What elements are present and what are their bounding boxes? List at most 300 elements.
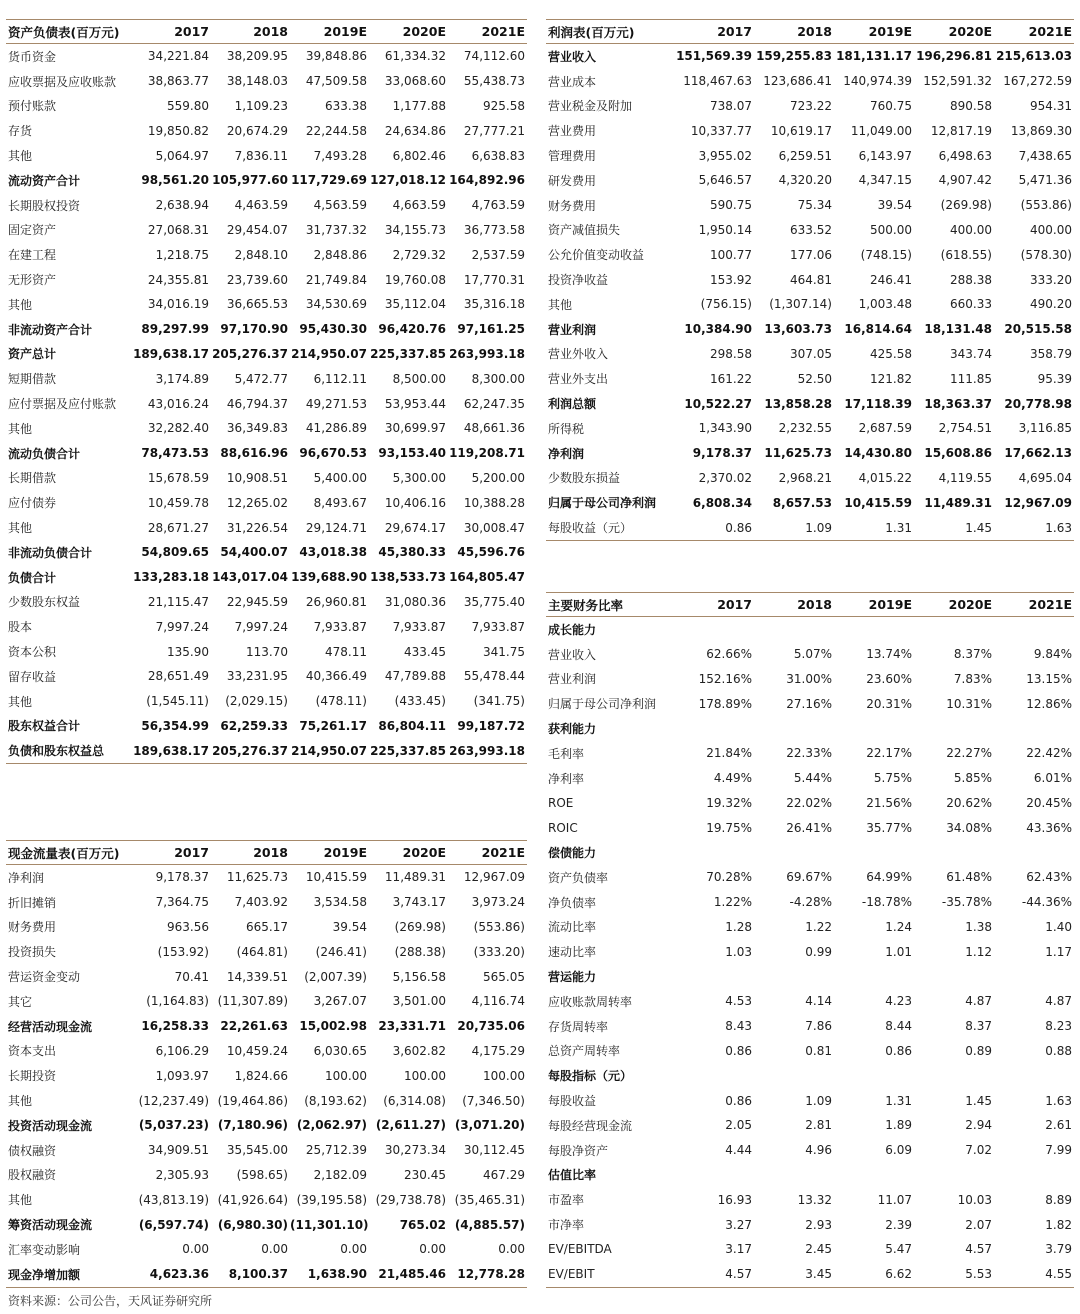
column-header: 2019E bbox=[290, 20, 369, 44]
cell-value: 23,331.71 bbox=[378, 1019, 446, 1034]
row-label: 所得税 bbox=[548, 421, 585, 436]
row-label: 资本公积 bbox=[8, 645, 57, 660]
cell-value: 16,258.33 bbox=[141, 1019, 209, 1034]
cell-value: 1.63 bbox=[1045, 1093, 1072, 1108]
cell-value: 96,670.53 bbox=[299, 446, 367, 461]
row-label: 少数股东损益 bbox=[548, 471, 621, 486]
cell-value: 17,770.31 bbox=[463, 272, 525, 287]
column-header: 2019E bbox=[290, 841, 369, 865]
row-label: 资产总计 bbox=[8, 347, 57, 362]
cell-value: 70.41 bbox=[174, 969, 209, 984]
cell-value: 22.17% bbox=[866, 746, 912, 761]
table-row bbox=[546, 1187, 1074, 1212]
cell-value: 26,960.81 bbox=[305, 594, 367, 609]
row-label: 营业收入 bbox=[548, 49, 597, 64]
cell-value: 5.47 bbox=[885, 1242, 912, 1257]
row-label: 其他 bbox=[8, 149, 33, 164]
cell-value bbox=[674, 1163, 754, 1188]
cell-value: 4,463.59 bbox=[234, 198, 288, 213]
cell-value: 25,712.39 bbox=[305, 1143, 367, 1158]
cell-value: 8,657.53 bbox=[772, 495, 832, 510]
cell-value: 10,459.78 bbox=[147, 495, 209, 510]
cell-value: 205,276.37 bbox=[211, 738, 290, 763]
row-label: 其他 bbox=[8, 521, 33, 536]
row-label: 其他 bbox=[8, 1094, 33, 1109]
cell-value: 5,400.00 bbox=[313, 470, 367, 485]
cell-value: 7,997.24 bbox=[155, 619, 209, 634]
cell-value: 105,977.60 bbox=[212, 173, 288, 188]
cell-value: 5.07% bbox=[793, 647, 832, 662]
cell-value: 1,950.14 bbox=[698, 222, 752, 237]
cell-value: 52.50 bbox=[797, 371, 832, 386]
table-row bbox=[6, 515, 527, 540]
cell-value: 1.12 bbox=[965, 944, 992, 959]
cell-value: (7,346.50) bbox=[462, 1093, 525, 1108]
row-label: 财务费用 bbox=[8, 920, 57, 935]
table-row bbox=[6, 193, 527, 218]
table-row bbox=[6, 964, 527, 989]
table-row bbox=[6, 1237, 527, 1262]
row-label: 资产减值损失 bbox=[548, 223, 621, 238]
cell-value: 45,380.33 bbox=[378, 545, 446, 560]
table-row bbox=[6, 590, 527, 615]
cell-value: (2,611.27) bbox=[375, 1118, 446, 1133]
cell-value: 27,068.31 bbox=[147, 222, 209, 237]
cell-value: 18,363.37 bbox=[924, 396, 992, 411]
table-row bbox=[546, 890, 1074, 915]
cell-value: 32,282.40 bbox=[147, 421, 209, 436]
cell-value: 34,221.84 bbox=[147, 49, 209, 64]
table-row bbox=[546, 490, 1074, 515]
row-label: 股权融资 bbox=[8, 1168, 57, 1183]
cell-value: (341.75) bbox=[473, 694, 525, 709]
cell-value: 1.09 bbox=[754, 515, 834, 540]
table-row bbox=[546, 1138, 1074, 1163]
cell-value: (8,193.62) bbox=[304, 1093, 367, 1108]
cell-value: 143,017.04 bbox=[212, 570, 288, 585]
table-row bbox=[6, 267, 527, 292]
cell-value: 4,907.42 bbox=[938, 173, 992, 188]
cell-value: 30,008.47 bbox=[463, 520, 525, 535]
cell-value: 135.90 bbox=[167, 644, 209, 659]
row-label: 长期借款 bbox=[8, 471, 57, 486]
column-header: 2021E bbox=[448, 841, 527, 865]
financial-ratios-table bbox=[546, 592, 1074, 1288]
cell-value: 31,080.36 bbox=[384, 594, 446, 609]
row-label: 每股净资产 bbox=[548, 1143, 609, 1158]
row-label: 投资净收益 bbox=[548, 273, 609, 288]
table-title: 现金流量表(百万元) bbox=[6, 841, 132, 865]
cell-value: 2.94 bbox=[965, 1118, 992, 1133]
cell-value bbox=[674, 716, 754, 741]
cell-value: 33,231.95 bbox=[226, 669, 288, 684]
section-header-row bbox=[546, 617, 1074, 642]
cell-value: 61.48% bbox=[946, 870, 992, 885]
table-header-row bbox=[6, 841, 527, 865]
cell-value: (756.15) bbox=[700, 297, 752, 312]
cell-value: 6,143.97 bbox=[858, 148, 912, 163]
row-label: 资本支出 bbox=[8, 1044, 57, 1059]
row-label: 存货周转率 bbox=[548, 1019, 609, 1034]
cell-value: 17,118.39 bbox=[844, 396, 912, 411]
cell-value: 22,261.63 bbox=[220, 1019, 288, 1034]
cell-value: 333.20 bbox=[1030, 272, 1072, 287]
cell-value: 1.63 bbox=[994, 515, 1074, 540]
cell-value: 400.00 bbox=[1030, 222, 1072, 237]
cell-value: 21,115.47 bbox=[147, 594, 209, 609]
cell-value: (618.55) bbox=[940, 247, 992, 262]
cell-value: 121.82 bbox=[870, 371, 912, 386]
cell-value: (11,301.10) bbox=[290, 1217, 369, 1232]
cell-value: 12,778.28 bbox=[448, 1262, 527, 1287]
cell-value: 15,608.86 bbox=[924, 446, 992, 461]
cell-value: 10,619.17 bbox=[770, 123, 832, 138]
cell-value: 10,415.59 bbox=[844, 495, 912, 510]
column-header: 2020E bbox=[369, 20, 448, 44]
cell-value: 16,814.64 bbox=[844, 322, 912, 337]
cell-value: 8.23 bbox=[1045, 1019, 1072, 1034]
cell-value: 1.01 bbox=[885, 944, 912, 959]
row-label: 归属于母公司净利润 bbox=[548, 697, 657, 712]
cell-value: 7.99 bbox=[1045, 1143, 1072, 1158]
cell-value: 7,933.87 bbox=[392, 619, 446, 634]
cell-value: 3,743.17 bbox=[392, 895, 446, 910]
table-row bbox=[546, 143, 1074, 168]
row-label: 汇率变动影响 bbox=[8, 1242, 81, 1257]
row-label: 股本 bbox=[8, 620, 33, 635]
cell-value: 665.17 bbox=[246, 919, 288, 934]
row-label: 市净率 bbox=[548, 1218, 585, 1233]
section-header-row bbox=[546, 1063, 1074, 1088]
cell-value: 5.85% bbox=[953, 771, 992, 786]
cell-value: 4,563.59 bbox=[313, 198, 367, 213]
cell-value: 230.45 bbox=[404, 1167, 446, 1182]
row-label: 营业利润 bbox=[548, 672, 597, 687]
cell-value: 925.58 bbox=[483, 98, 525, 113]
cell-value: 54,809.65 bbox=[141, 545, 209, 560]
cell-value: 78,473.53 bbox=[141, 446, 209, 461]
cell-value: 138,533.73 bbox=[370, 570, 446, 585]
cell-value: 45,596.76 bbox=[457, 545, 525, 560]
cell-value: (2,062.97) bbox=[296, 1118, 367, 1133]
balance-sheet-table bbox=[6, 19, 527, 764]
row-label: 利润总额 bbox=[548, 397, 597, 412]
row-label: ROIC bbox=[548, 820, 578, 835]
cell-value: 0.00 bbox=[498, 1242, 525, 1257]
cell-value: 1,109.23 bbox=[234, 98, 288, 113]
cell-value: 31,737.32 bbox=[305, 222, 367, 237]
cell-value: 3,116.85 bbox=[1018, 421, 1072, 436]
cell-value: 500.00 bbox=[870, 222, 912, 237]
cell-value: 490.20 bbox=[1030, 297, 1072, 312]
cell-value: 21.84% bbox=[706, 746, 752, 761]
table-row bbox=[546, 366, 1074, 391]
cell-value: 5.75% bbox=[873, 771, 912, 786]
cell-value: 17,662.13 bbox=[1004, 446, 1072, 461]
cell-value: 11,489.31 bbox=[924, 495, 992, 510]
table-row bbox=[6, 1113, 527, 1138]
cell-value: 633.52 bbox=[790, 222, 832, 237]
cell-value: 4,695.04 bbox=[1018, 470, 1072, 485]
cell-value: 723.22 bbox=[790, 98, 832, 113]
cell-value: 39.54 bbox=[332, 919, 367, 934]
cell-value: 0.99 bbox=[805, 944, 832, 959]
table-row bbox=[546, 915, 1074, 940]
row-label: 长期股权投资 bbox=[8, 198, 81, 213]
cell-value: 11,625.73 bbox=[226, 870, 288, 885]
cell-value: 20.31% bbox=[866, 696, 912, 711]
cell-value: (288.38) bbox=[394, 944, 446, 959]
table-header-row bbox=[546, 20, 1074, 44]
cell-value bbox=[754, 1063, 834, 1088]
row-label: 每股经营现金流 bbox=[548, 1118, 633, 1133]
cell-value: 1,093.97 bbox=[155, 1068, 209, 1083]
table-title: 资产负债表(百万元) bbox=[6, 20, 132, 44]
cell-value: 20,735.06 bbox=[457, 1019, 525, 1034]
row-label: 财务费用 bbox=[548, 198, 597, 213]
row-label: 其他 bbox=[8, 297, 33, 312]
table-row bbox=[546, 1039, 1074, 1064]
row-label: 营业税金及附加 bbox=[548, 99, 633, 114]
cell-value: 7.02 bbox=[965, 1143, 992, 1158]
table-row bbox=[546, 118, 1074, 143]
row-label: 营业利润 bbox=[548, 322, 597, 337]
cell-value bbox=[994, 617, 1074, 642]
cell-value: (269.98) bbox=[394, 919, 446, 934]
cell-value: 7,438.65 bbox=[1018, 148, 1072, 163]
cell-value: 0.86 bbox=[725, 1093, 752, 1108]
cell-value: 34,909.51 bbox=[147, 1143, 209, 1158]
cell-value: 8,100.37 bbox=[211, 1262, 290, 1287]
cell-value: 119,208.71 bbox=[449, 446, 525, 461]
cell-value: 954.31 bbox=[1030, 98, 1072, 113]
column-header: 2021E bbox=[994, 593, 1074, 617]
cell-value: 214,950.07 bbox=[291, 346, 367, 361]
cell-value: 12,817.19 bbox=[930, 123, 992, 138]
cell-value: 47,789.88 bbox=[384, 669, 446, 684]
table-row bbox=[546, 667, 1074, 692]
cell-value: 425.58 bbox=[870, 346, 912, 361]
table-row bbox=[546, 939, 1074, 964]
table-row bbox=[546, 193, 1074, 218]
cell-value: 47,509.58 bbox=[305, 74, 367, 89]
row-label: 投资损失 bbox=[8, 945, 57, 960]
cell-value: 22,945.59 bbox=[226, 594, 288, 609]
cell-value: 31.00% bbox=[786, 671, 832, 686]
cell-value: 100.00 bbox=[325, 1068, 367, 1083]
cell-value: 6,030.65 bbox=[313, 1043, 367, 1058]
cell-value: 12,967.09 bbox=[463, 870, 525, 885]
row-label: 净负债率 bbox=[548, 895, 597, 910]
column-header: 2018 bbox=[211, 20, 290, 44]
cell-value: 26.41% bbox=[786, 820, 832, 835]
cell-value: 7,933.87 bbox=[313, 619, 367, 634]
cell-value: 9,178.37 bbox=[155, 870, 209, 885]
cell-value bbox=[834, 1063, 914, 1088]
column-header: 2020E bbox=[914, 20, 994, 44]
cell-value: 30,273.34 bbox=[384, 1143, 446, 1158]
table-row bbox=[546, 94, 1074, 119]
cell-value: 8,493.67 bbox=[313, 495, 367, 510]
cell-value: 4.44 bbox=[725, 1143, 752, 1158]
cell-value: 0.00 bbox=[340, 1242, 367, 1257]
cell-value: 35,775.40 bbox=[463, 594, 525, 609]
cell-value: 9.84% bbox=[1033, 647, 1072, 662]
cell-value: 1,218.75 bbox=[155, 247, 209, 262]
cell-value: 95.39 bbox=[1037, 371, 1072, 386]
cell-value: 54,400.07 bbox=[220, 545, 288, 560]
cell-value: 4,015.22 bbox=[858, 470, 912, 485]
table-row bbox=[6, 490, 527, 515]
cell-value: 8.37 bbox=[965, 1019, 992, 1034]
cell-value bbox=[834, 617, 914, 642]
cell-value: 4,320.20 bbox=[778, 173, 832, 188]
cell-value: 167,272.59 bbox=[1003, 74, 1072, 89]
cell-value: 11,489.31 bbox=[384, 870, 446, 885]
cell-value: 20,674.29 bbox=[226, 123, 288, 138]
cell-value: (43,813.19) bbox=[138, 1192, 209, 1207]
cell-value: 765.02 bbox=[399, 1217, 446, 1232]
cell-value: 35,112.04 bbox=[384, 297, 446, 312]
table-row bbox=[6, 664, 527, 689]
cell-value: 95,430.30 bbox=[299, 322, 367, 337]
cell-value: 4.87 bbox=[965, 994, 992, 1009]
cell-value: 633.38 bbox=[325, 98, 367, 113]
row-label: 其它 bbox=[8, 994, 33, 1009]
cell-value: 36,665.53 bbox=[226, 297, 288, 312]
row-label: 营业费用 bbox=[548, 124, 597, 139]
cell-value: 22,244.58 bbox=[305, 123, 367, 138]
cell-value: 13,603.73 bbox=[764, 322, 832, 337]
cell-value: 152.16% bbox=[698, 671, 752, 686]
table-row bbox=[6, 639, 527, 664]
row-label: 筹资活动现金流 bbox=[8, 1218, 93, 1233]
row-label: 非流动资产合计 bbox=[8, 322, 93, 337]
row-label: 应收票据及应收账款 bbox=[8, 74, 117, 89]
row-label: 公允价值变动收益 bbox=[548, 248, 645, 263]
cell-value: 214,950.07 bbox=[290, 738, 369, 763]
cell-value: 225,337.85 bbox=[370, 346, 446, 361]
table-row bbox=[546, 691, 1074, 716]
cell-value: 56,354.99 bbox=[141, 718, 209, 733]
cell-value: 97,161.25 bbox=[457, 322, 525, 337]
cell-value: (35,465.31) bbox=[454, 1192, 525, 1207]
table-row bbox=[6, 143, 527, 168]
cell-value: (6,314.08) bbox=[383, 1093, 446, 1108]
cell-value: 341.75 bbox=[483, 644, 525, 659]
column-header: 2017 bbox=[132, 20, 211, 44]
table-row bbox=[6, 69, 527, 94]
cell-value: (29,738.78) bbox=[375, 1192, 446, 1207]
cell-value: 8,500.00 bbox=[392, 371, 446, 386]
cell-value: 23,739.60 bbox=[226, 272, 288, 287]
table-row bbox=[6, 317, 527, 342]
cell-value: (6,980.30) bbox=[217, 1217, 288, 1232]
cell-value: 0.86 bbox=[674, 515, 754, 540]
cell-value: 3,267.07 bbox=[313, 994, 367, 1009]
cell-value: 93,153.40 bbox=[378, 446, 446, 461]
cell-value: 7,403.92 bbox=[234, 895, 288, 910]
cell-value: 3.27 bbox=[725, 1217, 752, 1232]
row-label: 流动资产合计 bbox=[8, 173, 81, 188]
cell-value bbox=[914, 964, 994, 989]
table-row bbox=[6, 118, 527, 143]
cell-value bbox=[674, 964, 754, 989]
row-label: 研发费用 bbox=[548, 173, 597, 188]
row-label: 毛利率 bbox=[548, 746, 585, 761]
cell-value: 33,068.60 bbox=[384, 74, 446, 89]
cell-value: 18,131.48 bbox=[924, 322, 992, 337]
cell-value: 4.57 bbox=[674, 1262, 754, 1287]
cell-value: 20,778.98 bbox=[1004, 396, 1072, 411]
cell-value: 3.45 bbox=[754, 1262, 834, 1287]
cell-value: 34,155.73 bbox=[384, 222, 446, 237]
cell-value: 400.00 bbox=[950, 222, 992, 237]
table-row bbox=[6, 1088, 527, 1113]
table-row bbox=[6, 989, 527, 1014]
cell-value: 22.42% bbox=[1026, 746, 1072, 761]
table-row bbox=[546, 342, 1074, 367]
column-header: 2019E bbox=[834, 20, 914, 44]
column-header: 2021E bbox=[448, 20, 527, 44]
cell-value: 43,018.38 bbox=[299, 545, 367, 560]
row-label: 获利能力 bbox=[548, 722, 597, 737]
cell-value: 205,276.37 bbox=[212, 346, 288, 361]
cell-value: 559.80 bbox=[167, 98, 209, 113]
cell-value: 152,591.32 bbox=[923, 74, 992, 89]
cell-value: 343.74 bbox=[950, 346, 992, 361]
row-label: 债权融资 bbox=[8, 1143, 57, 1158]
cell-value: (6,597.74) bbox=[138, 1217, 209, 1232]
table-row bbox=[546, 989, 1074, 1014]
cell-value: 75,261.17 bbox=[299, 718, 367, 733]
table-row bbox=[546, 642, 1074, 667]
row-label: 折旧摊销 bbox=[8, 895, 57, 910]
cell-value: 590.75 bbox=[710, 198, 752, 213]
row-label: 营业收入 bbox=[548, 647, 597, 662]
table-row bbox=[546, 1262, 1074, 1287]
cell-value: 159,255.83 bbox=[756, 49, 832, 64]
cell-value: 2.07 bbox=[965, 1217, 992, 1232]
cell-value: (464.81) bbox=[236, 944, 288, 959]
cell-value: 215,613.03 bbox=[996, 49, 1072, 64]
cell-value: 0.00 bbox=[261, 1242, 288, 1257]
cell-value: 5,064.97 bbox=[155, 148, 209, 163]
cell-value: 100.00 bbox=[404, 1068, 446, 1083]
row-label: 速动比率 bbox=[548, 945, 597, 960]
cell-value bbox=[994, 1163, 1074, 1188]
cell-value: (748.15) bbox=[860, 247, 912, 262]
column-header: 2018 bbox=[754, 593, 834, 617]
cell-value: 0.88 bbox=[1045, 1043, 1072, 1058]
cell-value: 36,349.83 bbox=[226, 421, 288, 436]
table-row bbox=[6, 565, 527, 590]
column-header: 2018 bbox=[754, 20, 834, 44]
cell-value: 53,953.44 bbox=[384, 396, 446, 411]
cell-value: 55,438.73 bbox=[463, 74, 525, 89]
cell-value: (553.86) bbox=[1020, 198, 1072, 213]
cell-value: 4.49% bbox=[713, 771, 752, 786]
cell-value: 1.40 bbox=[1045, 919, 1072, 934]
cell-value: 43.36% bbox=[1026, 820, 1072, 835]
cell-value: 15,002.98 bbox=[299, 1019, 367, 1034]
cell-value: 39,848.86 bbox=[305, 49, 367, 64]
cell-value: 4.14 bbox=[805, 994, 832, 1009]
cell-value: 96,420.76 bbox=[378, 322, 446, 337]
row-label: 营业成本 bbox=[548, 74, 597, 89]
cell-value: 29,454.07 bbox=[226, 222, 288, 237]
cell-value: 0.81 bbox=[805, 1043, 832, 1058]
